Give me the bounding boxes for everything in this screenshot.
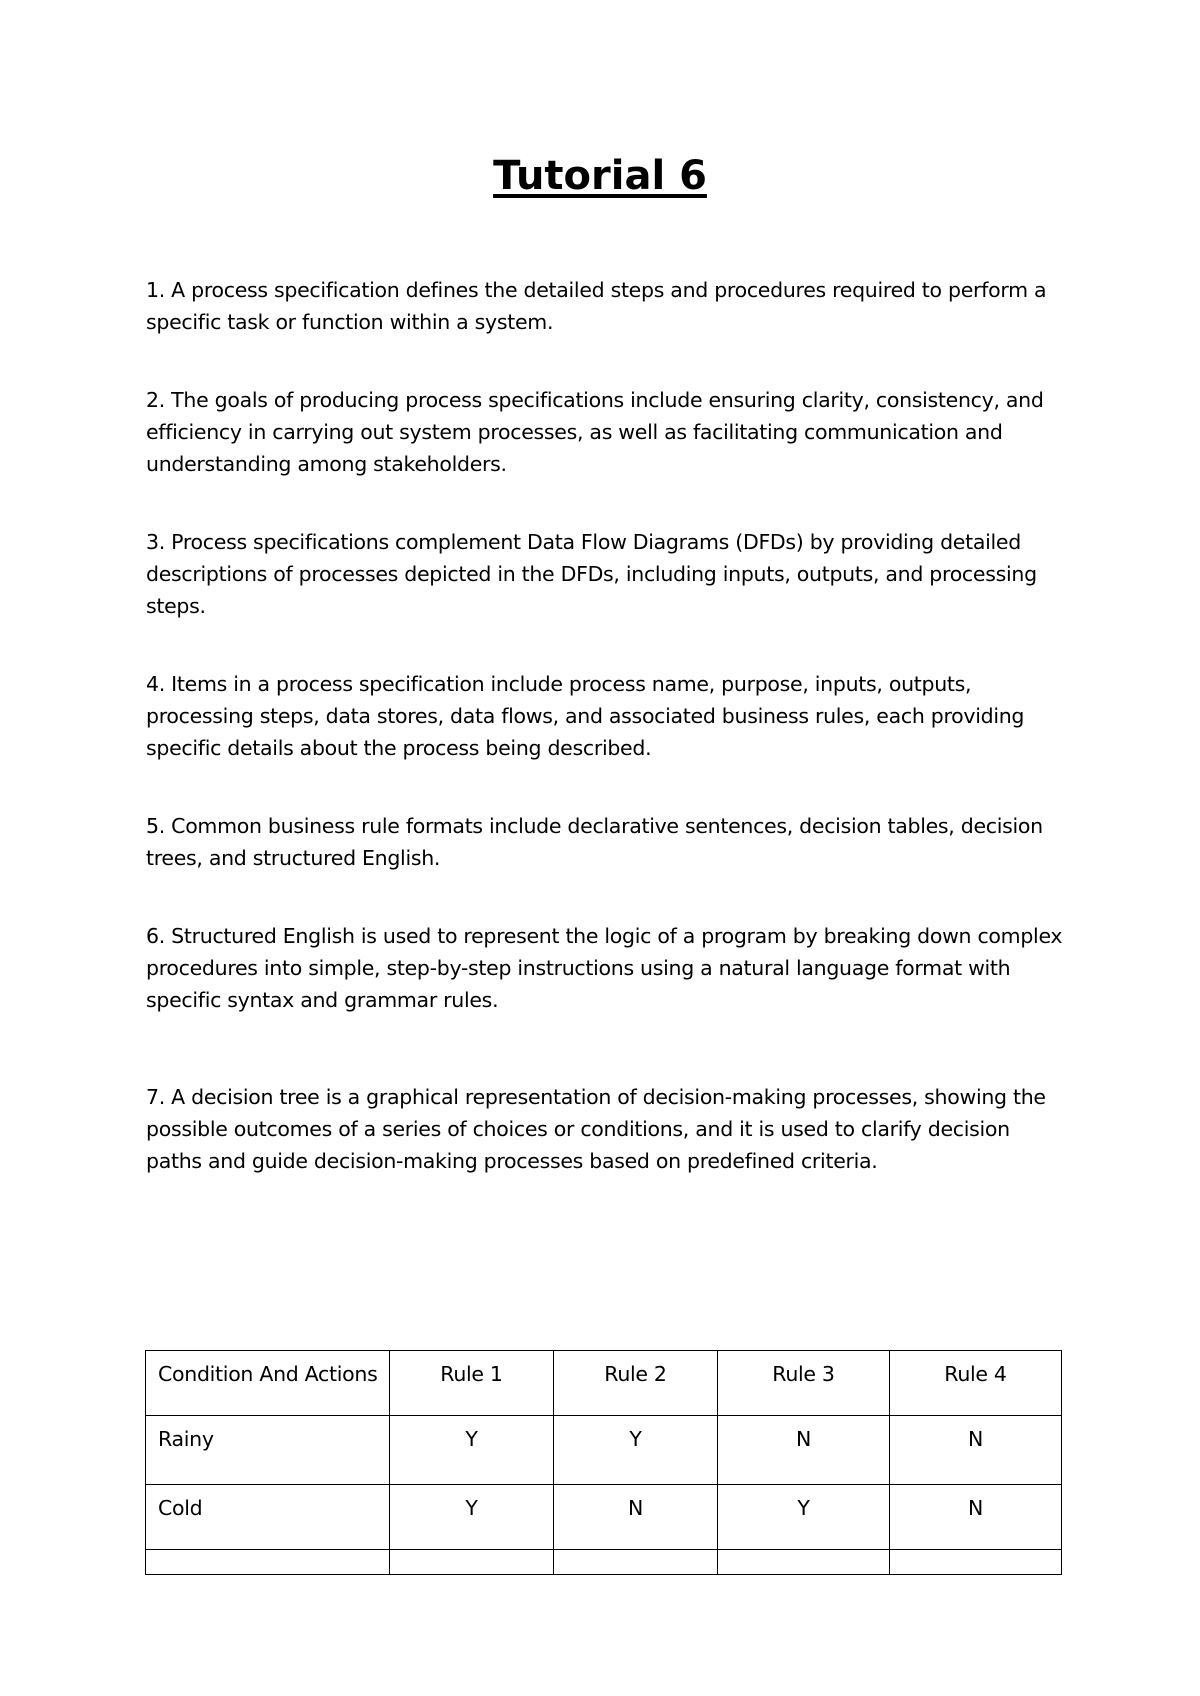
decision-table <box>145 1350 1062 1575</box>
page-title: Tutorial 6 <box>493 153 707 199</box>
table-row <box>146 1485 1062 1550</box>
table-cell: N <box>890 1416 1062 1485</box>
table-cell: N <box>718 1416 890 1485</box>
paragraph-3: 3. Process specifications complement Data Flow Diagrams (DFDs) by providing detailed descriptions of processes depicted in the DFDs, including inputs, outputs, and processing steps. <box>146 530 1037 618</box>
paragraph-1: 1. A process specification defines the detailed steps and procedures required to perform a specific task or function within a system. <box>146 278 1047 334</box>
table-cell: N <box>890 1485 1062 1550</box>
paragraph-7: 7. A decision tree is a graphical representation of decision-making processes, showing the possible outcomes of a series of choices or conditions, and it is used to clarify decision paths and guide decision-making processes based on predefined criteria. <box>146 1085 1046 1173</box>
table-cell: Y <box>718 1485 890 1550</box>
header-cell-rule-2: Rule 2 <box>554 1351 718 1416</box>
paragraph-2: 2. The goals of producing process specifications include ensuring clarity, consistency, and efficiency in carrying out system processes, as well as facilitating communication and understanding among stakeholders. <box>146 388 1044 476</box>
empty-cell <box>718 1550 890 1575</box>
empty-cell <box>890 1550 1062 1575</box>
paragraph-5: 5. Common business rule formats include declarative sentences, decision tables, decision trees, and structured English. <box>146 814 1043 870</box>
table-header-row <box>146 1351 1062 1416</box>
condition-label-cold: Cold <box>146 1485 390 1550</box>
table-cell: Y <box>390 1485 554 1550</box>
table-cell: Y <box>390 1416 554 1485</box>
table-empty-row <box>146 1550 1062 1575</box>
empty-cell <box>554 1550 718 1575</box>
empty-cell <box>146 1550 390 1575</box>
table-row <box>146 1416 1062 1485</box>
paragraph-4: 4. Items in a process specification include process name, purpose, inputs, outputs, processing steps, data stores, data flows, and associated business rules, each providing specific details about the process being described. <box>146 672 1025 760</box>
header-cell-conditions: Condition And Actions <box>146 1351 390 1416</box>
header-cell-rule-4: Rule 4 <box>890 1351 1062 1416</box>
header-cell-rule-1: Rule 1 <box>390 1351 554 1416</box>
paragraph-6: 6. Structured English is used to represent the logic of a program by breaking down complex procedures into simple, step-by-step instructions using a natural language format with specific syntax and grammar rules. <box>146 924 1063 1012</box>
table-cell: N <box>554 1485 718 1550</box>
condition-label-rainy: Rainy <box>146 1416 390 1485</box>
table-cell: Y <box>554 1416 718 1485</box>
header-cell-rule-3: Rule 3 <box>718 1351 890 1416</box>
empty-cell <box>390 1550 554 1575</box>
